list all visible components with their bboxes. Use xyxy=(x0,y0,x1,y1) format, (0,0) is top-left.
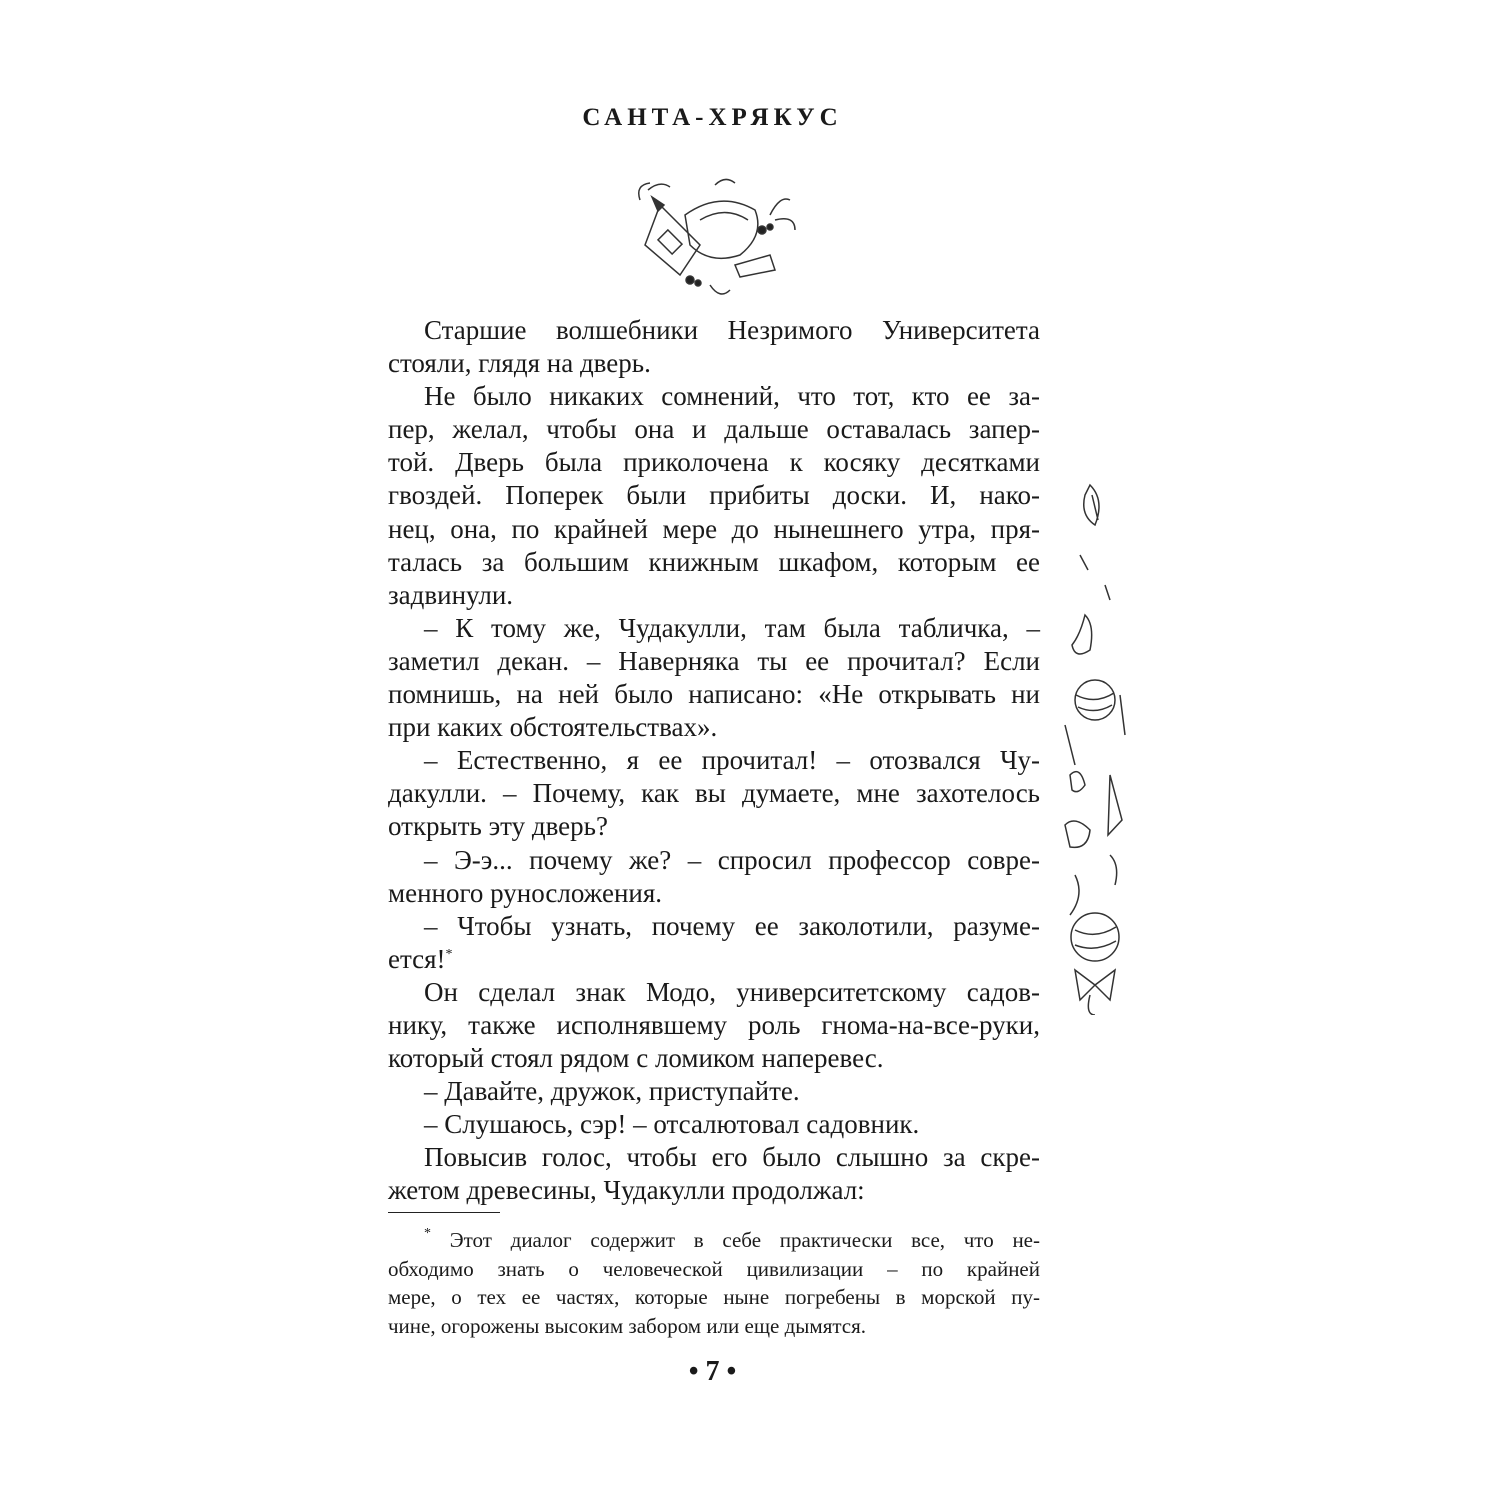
paragraph xyxy=(388,1108,1040,1141)
text-line: той. Дверь была приколочена к косяку десятками xyxy=(388,447,1040,478)
paragraph xyxy=(388,1141,1040,1207)
text-line: – К тому же, Чудакулли, там была табличка, – xyxy=(424,612,1040,643)
text-line: – Чтобы узнать, почему ее заколотили, разуме- xyxy=(424,910,1040,941)
text-line: Он сделал знак Модо, университетскому садов- xyxy=(424,976,1040,1007)
text-line: талась за большим книжным шкафом, которым ее xyxy=(388,546,1040,577)
text-line: нец, она, по крайней мере до нынешнего утра, пря- xyxy=(388,513,1040,544)
text-line: помнишь, на ней было написано: «Не открывать ни xyxy=(388,679,1040,710)
footnote-separator xyxy=(388,1212,500,1213)
text-line: задвинули. xyxy=(388,579,514,610)
text-line: пер, желал, чтобы она и дальше оставалась запер- xyxy=(388,414,1040,445)
paragraph xyxy=(388,844,1040,910)
festive-food-illustration-icon xyxy=(630,175,800,305)
text-line xyxy=(388,1226,1040,1255)
text-line: который стоял рядом с ломиком наперевес. xyxy=(388,1043,884,1074)
text-line: – Давайте, дружок, приступайте. xyxy=(424,1076,800,1107)
body-text xyxy=(388,314,1040,1208)
text-line: обходимо знать о человеческой цивилизации – по крайней xyxy=(388,1256,1040,1281)
text-line: – Э-э... почему же? – спросил профессор совре- xyxy=(424,844,1040,875)
paragraph xyxy=(388,910,1040,976)
paragraph xyxy=(388,744,1040,843)
text-line: менного руносложения. xyxy=(388,877,663,908)
text-line: стояли, глядя на дверь. xyxy=(388,348,651,379)
footnote-marker[interactable]: * xyxy=(445,946,453,962)
text-line: гвоздей. Поперек были прибиты доски. И, нако- xyxy=(388,480,1040,511)
text-line: открыть эту дверь? xyxy=(388,811,608,842)
text-line: дакулли. – Почему, как вы думаете, мне захотелось xyxy=(388,778,1040,809)
text-fragment: ется! xyxy=(388,943,446,974)
text-line: Не было никаких сомнений, что тот, кто ее за- xyxy=(424,381,1040,412)
text-line: – Естественно, я ее прочитал! – отозвался Чу- xyxy=(424,745,1040,776)
page-number: • 7 • xyxy=(688,1356,737,1387)
paragraph xyxy=(388,1075,1040,1108)
text-line: – Слушаюсь, сэр! – отсалютовал садовник. xyxy=(424,1109,920,1140)
paragraph xyxy=(388,976,1040,1075)
text-line: заметил декан. – Наверняка ты ее прочитал? Если xyxy=(388,645,1040,676)
text-line: жетом древесины, Чудакулли продолжал: xyxy=(388,1175,865,1206)
text-line: чине, огорожены высоким забором или еще дымятся. xyxy=(388,1313,867,1338)
text-line: нику, также исполнявшему роль гнома-на-все-руки, xyxy=(388,1009,1040,1040)
running-header: САНТА-ХРЯКУС xyxy=(582,104,843,131)
text-fragment: Этот диалог содержит в себе практически все, что не- xyxy=(449,1228,1040,1252)
paragraph xyxy=(388,380,1040,612)
paragraph xyxy=(388,612,1040,744)
paragraph xyxy=(388,314,1040,380)
footnote xyxy=(388,1226,1040,1340)
text-line xyxy=(388,943,1040,976)
text-line: Старшие волшебники Незримого Университета xyxy=(424,315,1040,345)
christmas-ornaments-garland-icon xyxy=(1050,475,1140,1015)
footnote-mark: * xyxy=(424,1226,431,1241)
text-line: мере, о тех ее частях, которые ныне погребены в морской пу- xyxy=(388,1285,1040,1309)
text-line: Повысив голос, чтобы его было слышно за скре- xyxy=(424,1142,1040,1173)
text-line: при каких обстоятельствах». xyxy=(388,712,718,743)
